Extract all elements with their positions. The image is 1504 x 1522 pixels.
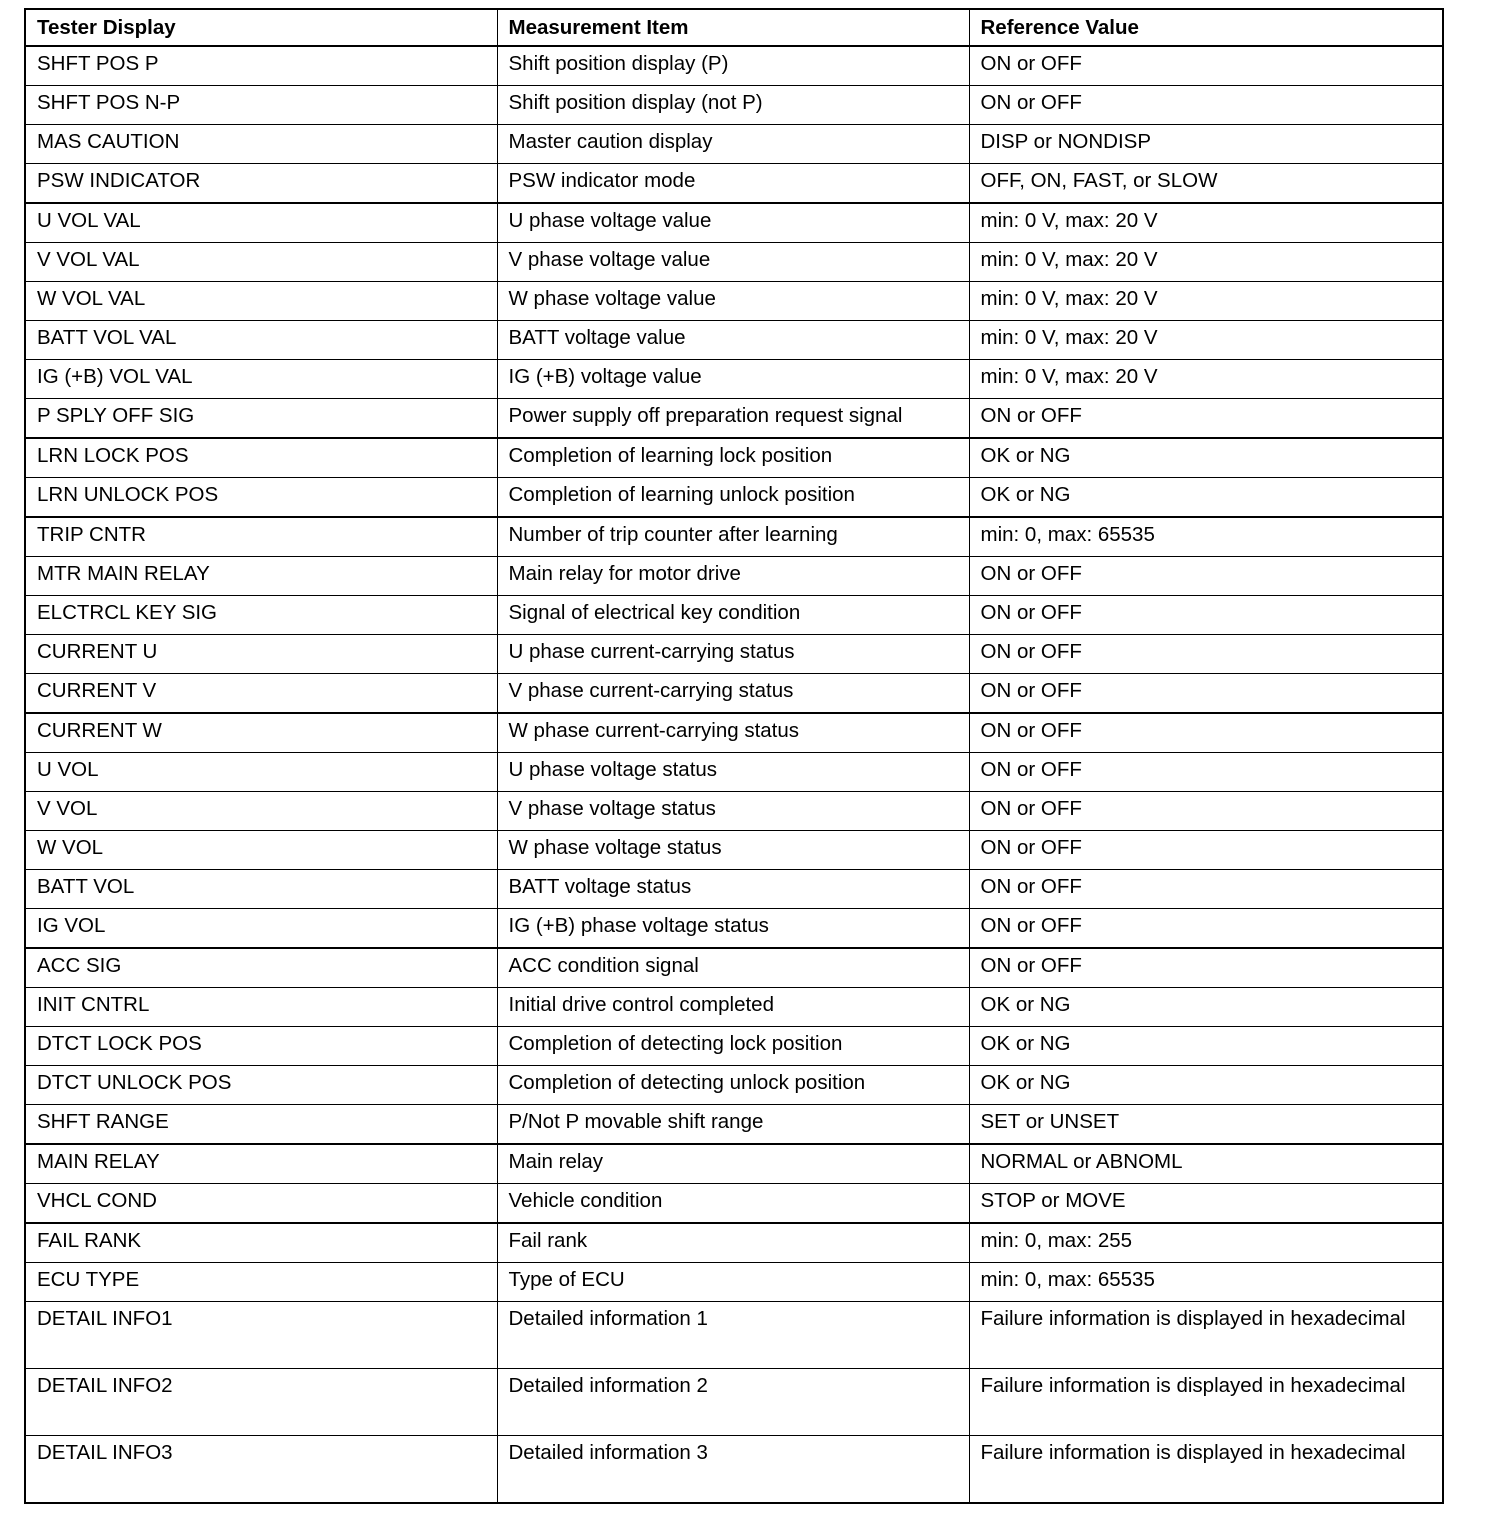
tester-display-cell: IG VOL bbox=[25, 909, 497, 949]
reference-value-cell: ON or OFF bbox=[969, 86, 1443, 125]
tester-display-cell: INIT CNTRL bbox=[25, 988, 497, 1027]
tester-display-cell: SHFT POS N-P bbox=[25, 86, 497, 125]
reference-value-cell: min: 0 V, max: 20 V bbox=[969, 243, 1443, 282]
reference-value-cell: min: 0, max: 65535 bbox=[969, 517, 1443, 557]
reference-value-cell: min: 0 V, max: 20 V bbox=[969, 203, 1443, 243]
tester-display-cell: V VOL VAL bbox=[25, 243, 497, 282]
measurement-item-cell: U phase voltage status bbox=[497, 753, 969, 792]
measurement-item-cell: W phase voltage status bbox=[497, 831, 969, 870]
table-row bbox=[25, 831, 1443, 870]
table-row bbox=[25, 635, 1443, 674]
table-row bbox=[25, 1184, 1443, 1224]
tester-display-cell: IG (+B) VOL VAL bbox=[25, 360, 497, 399]
measurement-item-cell: Type of ECU bbox=[497, 1263, 969, 1302]
tester-display-cell: ECU TYPE bbox=[25, 1263, 497, 1302]
measurement-item-cell: Initial drive control completed bbox=[497, 988, 969, 1027]
measurement-item-cell: Completion of detecting lock position bbox=[497, 1027, 969, 1066]
table-row bbox=[25, 1066, 1443, 1105]
tester-display-cell: PSW INDICATOR bbox=[25, 164, 497, 204]
reference-value-cell: OK or NG bbox=[969, 478, 1443, 518]
tester-display-cell: VHCL COND bbox=[25, 1184, 497, 1224]
measurement-item-cell: Master caution display bbox=[497, 125, 969, 164]
reference-value-cell: Failure information is displayed in hexadecimal bbox=[969, 1436, 1443, 1504]
measurement-item-cell: Fail rank bbox=[497, 1223, 969, 1263]
tester-display-cell: ACC SIG bbox=[25, 948, 497, 988]
tester-display-cell: DETAIL INFO1 bbox=[25, 1302, 497, 1369]
tester-display-cell: BATT VOL VAL bbox=[25, 321, 497, 360]
measurement-item-cell: Completion of detecting unlock position bbox=[497, 1066, 969, 1105]
measurement-item-cell: Number of trip counter after learning bbox=[497, 517, 969, 557]
reference-value-cell: min: 0 V, max: 20 V bbox=[969, 282, 1443, 321]
measurement-item-cell: PSW indicator mode bbox=[497, 164, 969, 204]
header-row bbox=[25, 9, 1443, 46]
measurement-item-cell: Vehicle condition bbox=[497, 1184, 969, 1224]
reference-value-cell: Failure information is displayed in hexadecimal bbox=[969, 1302, 1443, 1369]
tester-display-cell: ELCTRCL KEY SIG bbox=[25, 596, 497, 635]
table-row bbox=[25, 360, 1443, 399]
tester-display-cell: MAIN RELAY bbox=[25, 1144, 497, 1184]
measurement-item-cell: V phase current-carrying status bbox=[497, 674, 969, 714]
tester-display-cell: CURRENT V bbox=[25, 674, 497, 714]
reference-value-cell: min: 0 V, max: 20 V bbox=[969, 360, 1443, 399]
table-row bbox=[25, 1027, 1443, 1066]
table-row bbox=[25, 1105, 1443, 1145]
tester-display-cell: CURRENT U bbox=[25, 635, 497, 674]
tester-display-cell: W VOL VAL bbox=[25, 282, 497, 321]
table-row bbox=[25, 517, 1443, 557]
reference-value-cell: ON or OFF bbox=[969, 792, 1443, 831]
reference-value-cell: min: 0 V, max: 20 V bbox=[969, 321, 1443, 360]
tester-display-cell: SHFT POS P bbox=[25, 46, 497, 86]
reference-value-cell: ON or OFF bbox=[969, 635, 1443, 674]
reference-value-cell: OK or NG bbox=[969, 1027, 1443, 1066]
reference-value-cell: OK or NG bbox=[969, 988, 1443, 1027]
measurement-item-cell: Detailed information 2 bbox=[497, 1369, 969, 1436]
reference-value-cell: ON or OFF bbox=[969, 753, 1443, 792]
table-row bbox=[25, 948, 1443, 988]
reference-value-cell: ON or OFF bbox=[969, 831, 1443, 870]
measurement-item-cell: Shift position display (not P) bbox=[497, 86, 969, 125]
tester-display-cell: U VOL bbox=[25, 753, 497, 792]
table-row bbox=[25, 203, 1443, 243]
table-row bbox=[25, 1223, 1443, 1263]
measurement-item-cell: Detailed information 1 bbox=[497, 1302, 969, 1369]
table-row bbox=[25, 909, 1443, 949]
table-row bbox=[25, 46, 1443, 86]
measurement-item-cell: Completion of learning unlock position bbox=[497, 478, 969, 518]
measurement-item-cell: W phase voltage value bbox=[497, 282, 969, 321]
tester-display-cell: U VOL VAL bbox=[25, 203, 497, 243]
table-row bbox=[25, 321, 1443, 360]
measurement-item-cell: Detailed information 3 bbox=[497, 1436, 969, 1504]
reference-value-cell: ON or OFF bbox=[969, 909, 1443, 949]
measurement-item-cell: ACC condition signal bbox=[497, 948, 969, 988]
measurement-item-cell: Signal of electrical key condition bbox=[497, 596, 969, 635]
reference-value-cell: ON or OFF bbox=[969, 870, 1443, 909]
reference-value-cell: STOP or MOVE bbox=[969, 1184, 1443, 1224]
table-row bbox=[25, 164, 1443, 204]
reference-value-cell: min: 0, max: 65535 bbox=[969, 1263, 1443, 1302]
header-reference-value: Reference Value bbox=[969, 9, 1443, 46]
measurement-item-cell: U phase current-carrying status bbox=[497, 635, 969, 674]
reference-value-cell: SET or UNSET bbox=[969, 1105, 1443, 1145]
tester-display-cell: SHFT RANGE bbox=[25, 1105, 497, 1145]
table-row bbox=[25, 243, 1443, 282]
reference-value-cell: DISP or NONDISP bbox=[969, 125, 1443, 164]
tester-display-cell: MTR MAIN RELAY bbox=[25, 557, 497, 596]
measurement-item-cell: Completion of learning lock position bbox=[497, 438, 969, 478]
measurement-item-cell: BATT voltage value bbox=[497, 321, 969, 360]
measurement-item-cell: Main relay bbox=[497, 1144, 969, 1184]
measurement-item-cell: U phase voltage value bbox=[497, 203, 969, 243]
tester-display-cell: LRN LOCK POS bbox=[25, 438, 497, 478]
table-row bbox=[25, 870, 1443, 909]
table-row bbox=[25, 988, 1443, 1027]
measurement-item-cell: V phase voltage value bbox=[497, 243, 969, 282]
reference-value-cell: ON or OFF bbox=[969, 674, 1443, 714]
tester-display-cell: DTCT LOCK POS bbox=[25, 1027, 497, 1066]
table-row bbox=[25, 86, 1443, 125]
table-row bbox=[25, 753, 1443, 792]
reference-value-cell: ON or OFF bbox=[969, 948, 1443, 988]
table-row bbox=[25, 557, 1443, 596]
reference-value-cell: Failure information is displayed in hexadecimal bbox=[969, 1369, 1443, 1436]
table-row bbox=[25, 1144, 1443, 1184]
table-row bbox=[25, 125, 1443, 164]
measurement-item-cell: Shift position display (P) bbox=[497, 46, 969, 86]
tester-display-cell: V VOL bbox=[25, 792, 497, 831]
table-row bbox=[25, 596, 1443, 635]
measurement-item-cell: W phase current-carrying status bbox=[497, 713, 969, 753]
tester-display-cell: BATT VOL bbox=[25, 870, 497, 909]
table-row bbox=[25, 438, 1443, 478]
measurement-item-cell: IG (+B) phase voltage status bbox=[497, 909, 969, 949]
tester-display-cell: DTCT UNLOCK POS bbox=[25, 1066, 497, 1105]
tester-display-cell: FAIL RANK bbox=[25, 1223, 497, 1263]
table-row bbox=[25, 713, 1443, 753]
reference-value-cell: NORMAL or ABNOML bbox=[969, 1144, 1443, 1184]
reference-value-cell: OK or NG bbox=[969, 1066, 1443, 1105]
reference-value-cell: ON or OFF bbox=[969, 596, 1443, 635]
reference-value-cell: min: 0, max: 255 bbox=[969, 1223, 1443, 1263]
header-measurement-item: Measurement Item bbox=[497, 9, 969, 46]
header-tester-display: Tester Display bbox=[25, 9, 497, 46]
table-row bbox=[25, 1263, 1443, 1302]
tester-display-cell: P SPLY OFF SIG bbox=[25, 399, 497, 439]
measurement-item-cell: Power supply off preparation request signal bbox=[497, 399, 969, 439]
table-row bbox=[25, 1436, 1443, 1504]
reference-value-cell: ON or OFF bbox=[969, 713, 1443, 753]
reference-value-cell: OFF, ON, FAST, or SLOW bbox=[969, 164, 1443, 204]
reference-value-cell: OK or NG bbox=[969, 438, 1443, 478]
measurement-item-cell: Main relay for motor drive bbox=[497, 557, 969, 596]
table-row bbox=[25, 792, 1443, 831]
reference-value-cell: ON or OFF bbox=[969, 399, 1443, 439]
measurement-item-cell: V phase voltage status bbox=[497, 792, 969, 831]
table-row bbox=[25, 478, 1443, 518]
tester-display-cell: W VOL bbox=[25, 831, 497, 870]
tester-display-cell: LRN UNLOCK POS bbox=[25, 478, 497, 518]
tester-display-cell: CURRENT W bbox=[25, 713, 497, 753]
table-row bbox=[25, 674, 1443, 714]
table-row bbox=[25, 399, 1443, 439]
table-body bbox=[25, 46, 1443, 1503]
table-row bbox=[25, 282, 1443, 321]
measurement-item-cell: BATT voltage status bbox=[497, 870, 969, 909]
tester-display-cell: MAS CAUTION bbox=[25, 125, 497, 164]
tester-display-cell: DETAIL INFO3 bbox=[25, 1436, 497, 1504]
table-row bbox=[25, 1369, 1443, 1436]
data-monitor-table bbox=[24, 8, 1444, 1504]
measurement-item-cell: IG (+B) voltage value bbox=[497, 360, 969, 399]
measurement-item-cell: P/Not P movable shift range bbox=[497, 1105, 969, 1145]
table-row bbox=[25, 1302, 1443, 1369]
tester-display-cell: DETAIL INFO2 bbox=[25, 1369, 497, 1436]
reference-value-cell: ON or OFF bbox=[969, 46, 1443, 86]
reference-value-cell: ON or OFF bbox=[969, 557, 1443, 596]
tester-display-cell: TRIP CNTR bbox=[25, 517, 497, 557]
